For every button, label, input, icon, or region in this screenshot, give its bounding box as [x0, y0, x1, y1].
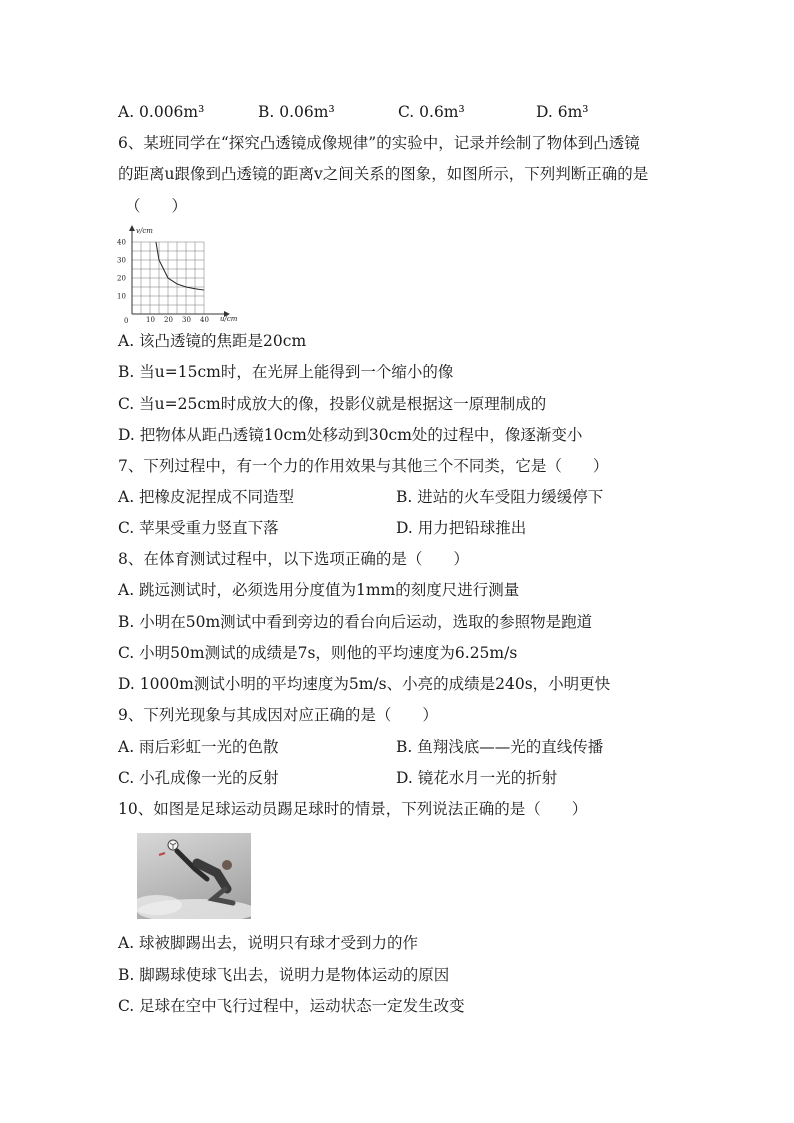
y-tick-label: 30 [117, 256, 126, 265]
football-player-illustration [137, 833, 251, 919]
x-tick-label: 10 [146, 316, 155, 324]
y-axis-arrow [129, 225, 135, 231]
q8-stem: 8、在体育测试过程中，以下选项正确的是（ ） [118, 550, 469, 568]
y-axis-label: v/cm [136, 227, 153, 235]
q5-option-a: A. 0.006m³ [118, 103, 205, 121]
q5-option-c: C. 0.6m³ [398, 103, 465, 121]
x-tick-label: 20 [164, 316, 173, 324]
chart-axes [129, 225, 230, 317]
q8-option-b: B. 小明在50m测试中看到旁边的看台向后运动，选取的参照物是跑道 [118, 613, 593, 631]
q9-option-a: A. 雨后彩虹一光的色散 [118, 738, 279, 756]
q9-option-d: D. 镜花水月一光的折射 [396, 769, 558, 787]
q6-stem-line-2: 的距离u跟像到凸透镜的距离v之间关系的图象，如图所示，下列判断正确的是 [118, 165, 649, 183]
x-tick-label: 40 [200, 316, 209, 324]
q5-option-d: D. 6m³ [536, 103, 589, 121]
q9-option-b: B. 鱼翔浅底——光的直线传播 [396, 738, 604, 756]
q9-stem: 9、下列光现象与其成因对应正确的是（ ） [118, 706, 438, 724]
q7-option-d: D. 用力把铅球推出 [396, 519, 527, 537]
q7-option-a: A. 把橡皮泥捏成不同造型 [118, 488, 295, 506]
q7-option-c: C. 苹果受重力竖直下落 [118, 519, 279, 537]
uv-graph [114, 224, 244, 326]
x-tick-label: 30 [182, 316, 191, 324]
q9-option-c: C. 小孔成像一光的反射 [118, 769, 279, 787]
q8-option-a: A. 跳远测试时，必须选用分度值为1mm的刻度尺进行测量 [118, 581, 520, 599]
q10-stem: 10、如图是足球运动员踢足球时的情景，下列说法正确的是（ ） [118, 800, 588, 818]
q6-option-d: D. 把物体从距凸透镜10cm处移动到30cm处的过程中，像逐渐变小 [118, 426, 583, 444]
y-tick-label: 40 [117, 238, 126, 247]
football-kick-photo [137, 833, 251, 919]
x-axis-label: u/cm [220, 315, 238, 323]
origin-label: 0 [124, 317, 129, 325]
y-tick-label: 10 [117, 292, 126, 301]
q5-option-b: B. 0.06m³ [258, 103, 335, 121]
q8-option-c: C. 小明50m测试的成绩是7s，则他的平均速度为6.25m/s [118, 644, 518, 662]
y-tick-label: 20 [117, 274, 126, 283]
q8-option-d: D. 1000m测试小明的平均速度为5m/s、小亮的成绩是240s，小明更快 [118, 675, 611, 693]
q6-answer-blank: （ ） [125, 197, 188, 215]
q10-option-a: A. 球被脚踢出去，说明只有球才受到力的作 [118, 934, 419, 952]
q10-option-c: C. 足球在空中飞行过程中，运动状态一定发生改变 [118, 997, 465, 1015]
q6-option-b: B. 当u=15cm时，在光屏上能得到一个缩小的像 [118, 363, 454, 381]
q6-option-a: A. 该凸透镜的焦距是20cm [118, 332, 307, 350]
q6-stem-line-1: 6、某班同学在“探究凸透镜成像规律”的实验中，记录并绘制了物体到凸透镜 [118, 134, 640, 152]
q7-stem: 7、下列过程中，有一个力的作用效果与其他三个不同类，它是（ ） [118, 457, 609, 475]
q6-option-c: C. 当u=25cm时成放大的像，投影仪就是根据这一原理制成的 [118, 395, 547, 413]
q7-option-b: B. 进站的火车受阻力缓缓停下 [396, 488, 604, 506]
q10-option-b: B. 脚踢球使球飞出去，说明力是物体运动的原因 [118, 966, 450, 984]
uv-curve [156, 242, 204, 290]
